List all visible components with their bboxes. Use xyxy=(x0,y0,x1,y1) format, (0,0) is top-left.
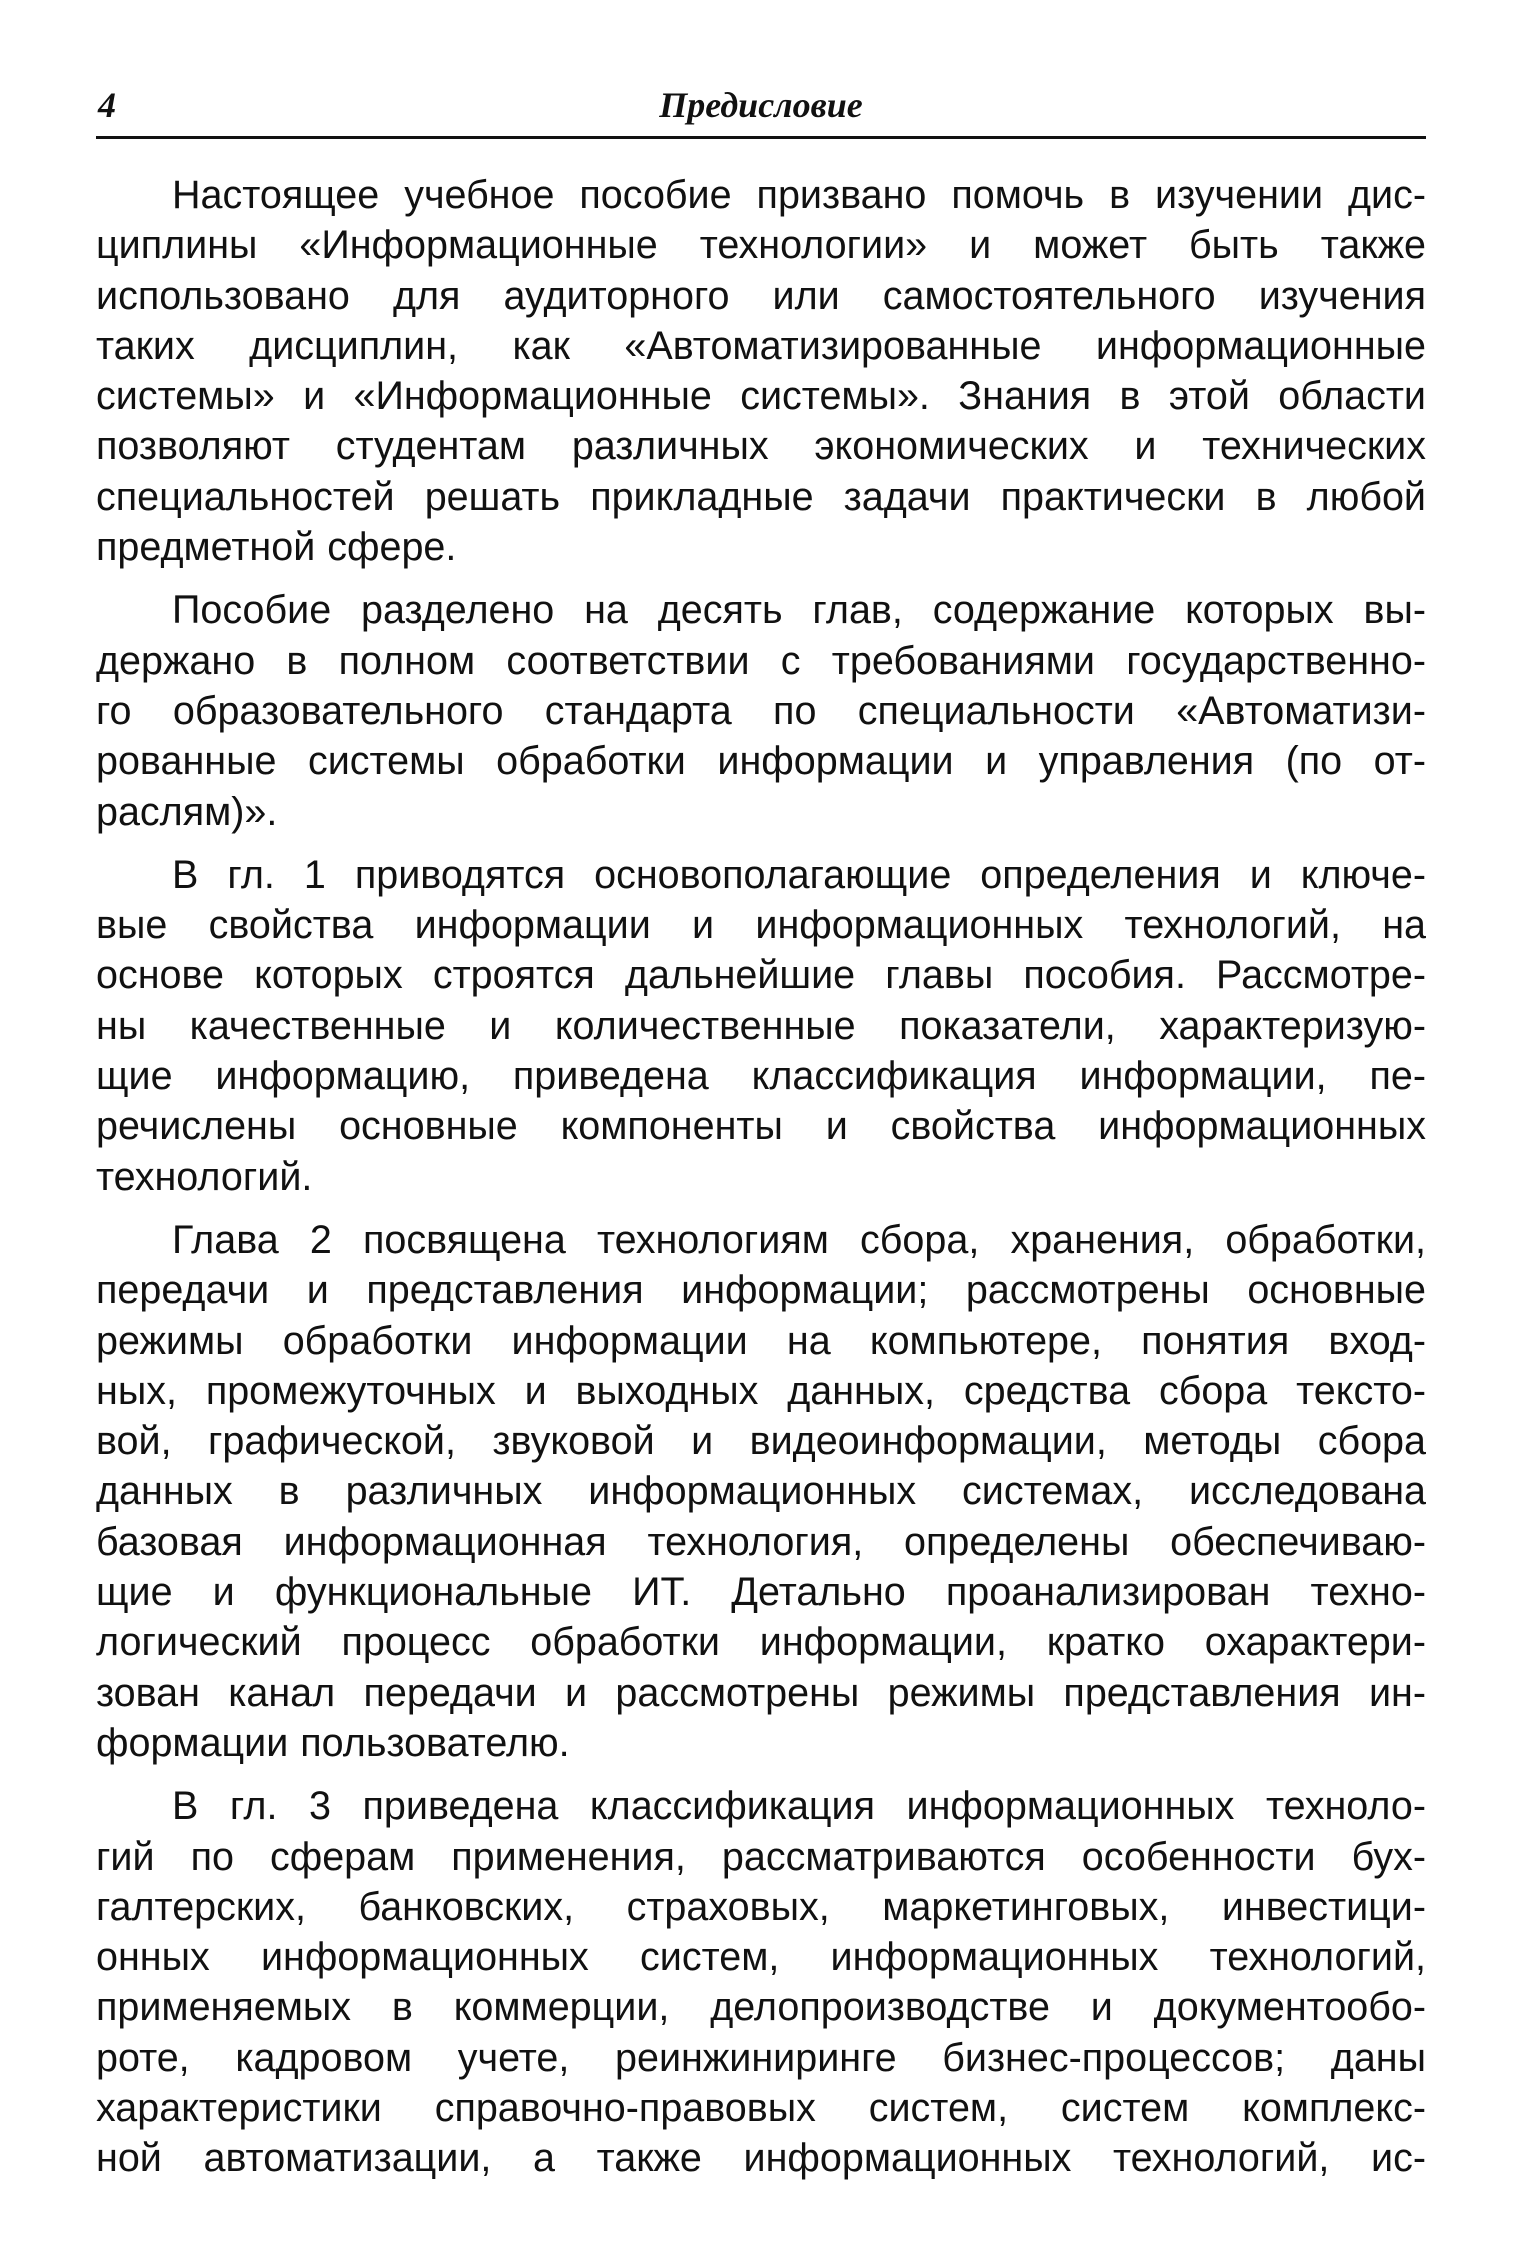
paragraph-line: вой, графической, звуковой и видеоинформации, методы сбора xyxy=(96,1419,1426,1464)
paragraph-line: галтерских, банковских, страховых, маркетинговых, инвестици- xyxy=(96,1884,1426,1929)
paragraph-line: гий по сферам применения, рассматриваются особенности бух- xyxy=(96,1834,1426,1879)
paragraph-line: щие информацию, приведена классификация информации, пе- xyxy=(96,1054,1426,1099)
paragraph xyxy=(96,585,1426,836)
paragraph-line: Глава 2 посвящена технологиям сбора, хранения, обработки, xyxy=(172,1217,1426,1262)
paragraph-line: формации пользователю. xyxy=(96,1720,570,1765)
paragraph-line: онных информационных систем, информационных технологий, xyxy=(96,1935,1426,1980)
section-title: Предисловие xyxy=(659,85,863,125)
paragraph-line: технологий. xyxy=(96,1154,313,1199)
paragraph-line: базовая информационная технология, определены обеспечиваю- xyxy=(96,1519,1426,1564)
paragraph-line: основе которых строятся дальнейшие главы пособия. Рассмотре- xyxy=(96,953,1426,998)
paragraph-line: рованные системы обработки информации и управления (по от- xyxy=(96,739,1426,784)
paragraph-line: вые свойства информации и информационных технологий, на xyxy=(96,903,1426,948)
paragraph-line: го образовательного стандарта по специальности «Автоматизи- xyxy=(96,688,1426,733)
paragraph-line: специальностей решать прикладные задачи практически в любой xyxy=(96,474,1426,519)
paragraph xyxy=(96,170,1426,572)
paragraph-line: щие и функциональные ИТ. Детально проанализирован техно- xyxy=(96,1570,1426,1615)
paragraph-line: логический процесс обработки информации, кратко охарактери- xyxy=(96,1620,1426,1665)
paragraph-line: Пособие разделено на десять глав, содержание которых вы- xyxy=(172,588,1426,633)
paragraph-line: использовано для аудиторного или самостоятельного изучения xyxy=(96,273,1426,318)
book-page xyxy=(96,0,1426,2268)
paragraph xyxy=(96,1215,1426,1768)
paragraph-line: применяемых в коммерции, делопроизводстве и документообо- xyxy=(96,1985,1426,2030)
body-text xyxy=(96,170,1426,2197)
paragraph-line: режимы обработки информации на компьютере, понятия вход- xyxy=(96,1318,1426,1363)
paragraph-line: Настоящее учебное пособие призвано помочь в изучении дис- xyxy=(172,173,1426,217)
running-head xyxy=(96,84,1426,138)
paragraph-line: речислены основные компоненты и свойства информационных xyxy=(96,1104,1426,1149)
paragraph-line: предметной сфере. xyxy=(96,525,457,570)
paragraph-line: раслям)». xyxy=(96,789,278,834)
paragraph-line: роте, кадровом учете, реинжиниринге бизнес-процессов; даны xyxy=(96,2035,1426,2080)
paragraph-line: передачи и представления информации; рассмотрены основные xyxy=(96,1268,1426,1313)
paragraph-line: В гл. 1 приводятся основополагающие определения и ключе- xyxy=(172,852,1426,897)
paragraph-line: ны качественные и количественные показатели, характеризую- xyxy=(96,1003,1426,1048)
header-rule xyxy=(96,136,1426,139)
paragraph-line: системы» и «Информационные системы». Знания в этой области xyxy=(96,374,1426,419)
paragraph-line: таких дисциплин, как «Автоматизированные информационные xyxy=(96,323,1426,368)
paragraph-line: В гл. 3 приведена классификация информационных техноло- xyxy=(172,1784,1426,1829)
paragraph-line: данных в различных информационных системах, исследована xyxy=(96,1469,1426,1514)
paragraph-line: циплины «Информационные технологии» и может быть также xyxy=(96,223,1426,268)
paragraph xyxy=(96,850,1426,1202)
paragraph-line: держано в полном соответствии с требованиями государственно- xyxy=(96,638,1426,683)
paragraph-line: ных, промежуточных и выходных данных, средства сбора тексто- xyxy=(96,1368,1426,1413)
paragraph-line: ной автоматизации, а также информационных технологий, ис- xyxy=(96,2136,1426,2181)
paragraph-line: зован канал передачи и рассмотрены режимы представления ин- xyxy=(96,1670,1426,1715)
paragraph xyxy=(96,1781,1426,2183)
paragraph-line: характеристики справочно-правовых систем, систем комплекс- xyxy=(96,2085,1426,2130)
page-number: 4 xyxy=(98,85,116,125)
paragraph-line: позволяют студентам различных экономических и технических xyxy=(96,424,1426,469)
